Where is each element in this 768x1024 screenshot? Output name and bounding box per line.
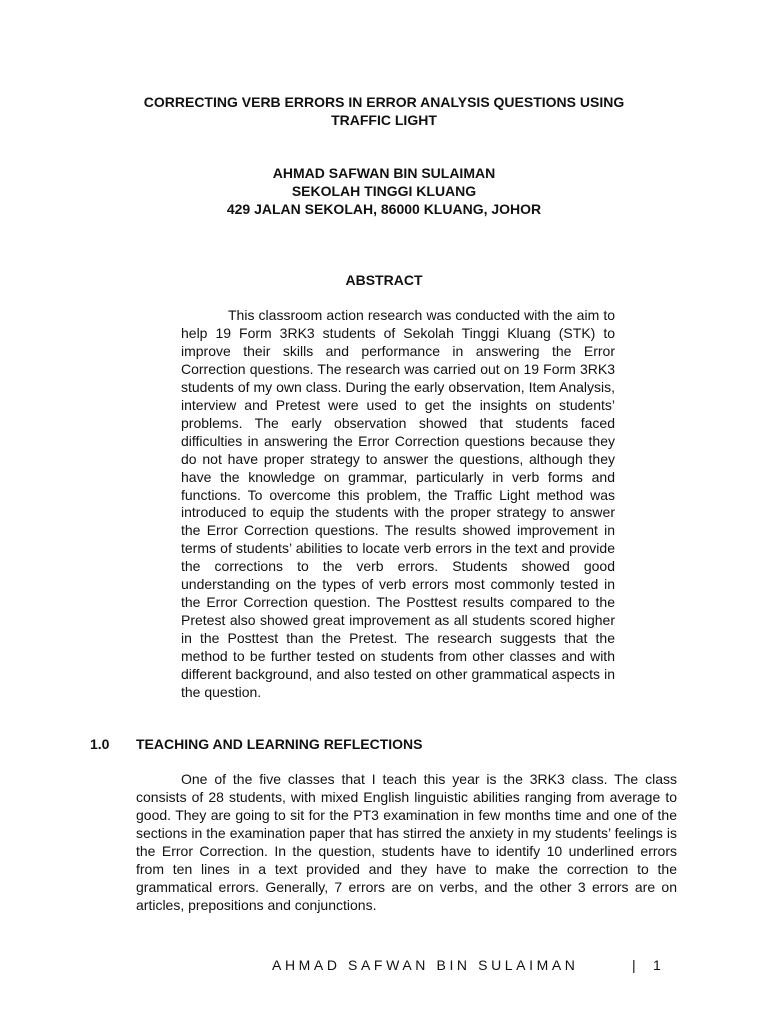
page-footer xyxy=(272,956,661,974)
author-name: AHMAD SAFWAN BIN SULAIMAN xyxy=(272,165,496,181)
footer-separator: | xyxy=(632,957,636,973)
paper-title-line-2: TRAFFIC LIGHT xyxy=(331,112,437,128)
abstract-body: This classroom action research was conducted with the aim to help 19 Form 3RK3 students of Sekolah Tinggi Kluang (STK) to improve their skills and performance in answering the Error Correction questions. The research was carried out on 19 Form 3RK3 students of my own class. During the early observation, Item Analysis, interview and Pretest were used to get the insights on students’ problems. The early observation showed that students faced difficulties in answering the Error Correction questions because they do not have proper strategy to answer the questions, although they have the knowledge on grammar, particularly in verb forms and functions. To overcome this problem, the Traffic Light method was introduced to equip the students with the proper strategy to answer the Error Correction questions. The results showed improvement in terms of students’ abilities to locate verb errors in the text and provide the corrections to the verb errors. Students showed good understanding on the types of verb errors most commonly tested in the Error Correction question. The Posttest results compared to the Pretest also showed great improvement as all students scored higher in the Posttest than the Pretest. The research suggests that the method to be further tested on students from other classes and with different background, and also tested on other grammatical aspects in the question. xyxy=(181,307,615,701)
section-title: TEACHING AND LEARNING REFLECTIONS xyxy=(136,736,423,752)
paper-title-line-1: CORRECTING VERB ERRORS IN ERROR ANALYSIS QUESTIONS USING xyxy=(143,94,625,110)
section-number: 1.0 xyxy=(90,736,110,752)
author-block xyxy=(90,164,678,218)
section-body: One of the five classes that I teach this year is the 3RK3 class. The class consists of 28 students, with mixed English linguistic abilities ranging from average to good. They are going to sit for the PT3 examination in few months time and one of the sections in the examination paper that has stirred the anxiety in my students’ feelings is the Error Correction. In the question, students have to identify 10 underlined errors from ten lines in a text provided and they have to make the correction to the grammatical errors. Generally, 7 errors are on verbs, and the other 3 errors are on articles, prepositions and conjunctions. xyxy=(136,771,677,913)
footer-author: AHMAD SAFWAN BIN SULAIMAN xyxy=(272,957,579,973)
author-address: 429 JALAN SEKOLAH, 86000 KLUANG, JOHOR xyxy=(226,201,542,217)
section-heading xyxy=(90,735,422,753)
abstract-heading: ABSTRACT xyxy=(345,272,423,288)
page-number: 1 xyxy=(653,957,661,973)
paper-title xyxy=(90,93,678,129)
author-institution: SEKOLAH TINGGI KLUANG xyxy=(291,183,477,199)
